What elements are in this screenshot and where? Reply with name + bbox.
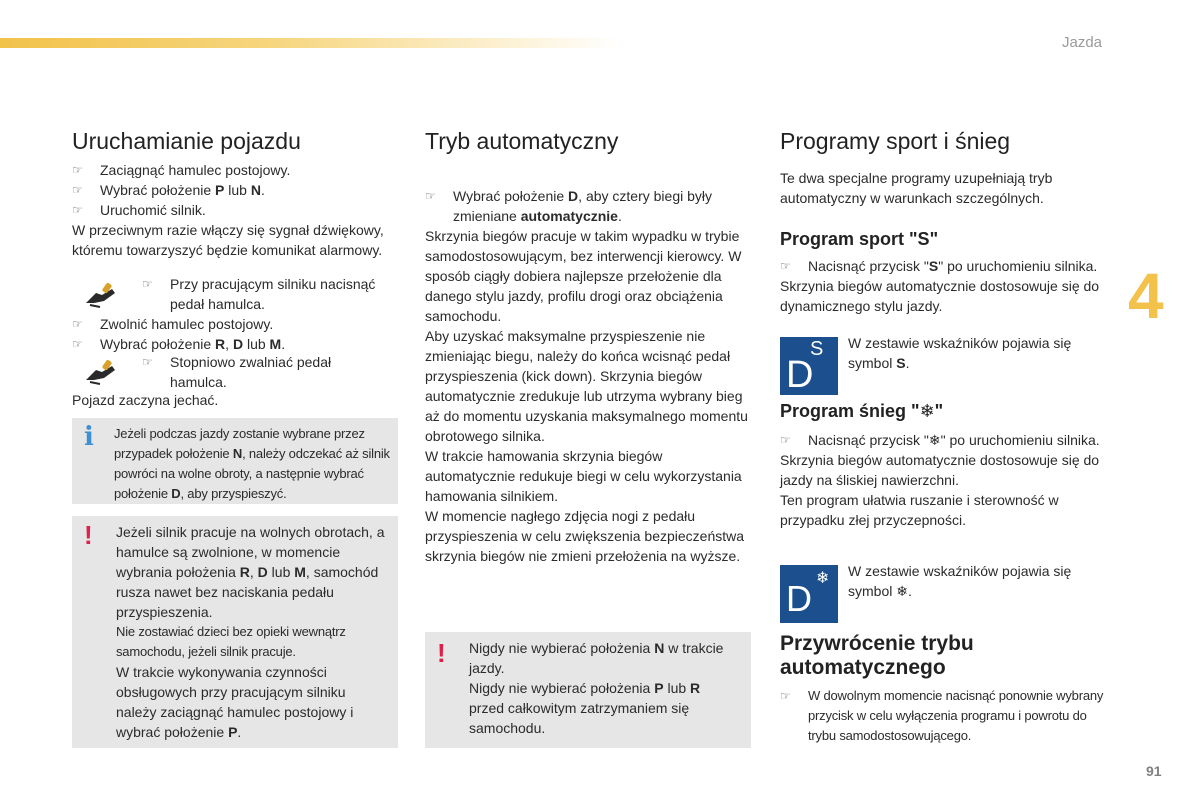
step-press-again: ☞ W dowolnym momencie nacisnąć ponownie wybrany przycisk w celu wyłączenia programu i powrotu do trybu samodostosowującego.	[780, 686, 1110, 746]
sport-symbol-s: S	[810, 338, 824, 360]
sport-symbol-note: W zestawie wskaźników pojawia się symbol S.	[848, 335, 1072, 371]
alarm-note: W przeciwnym razie włączy się sygnał dźwiękowy, któremu towarzyszyć będzie komunikat alarmowy.	[72, 222, 384, 258]
heading-restore-auto	[780, 632, 974, 680]
snow-symbol-d: D	[786, 578, 812, 619]
warn-no-neutral: Nigdy nie wybierać położenia N w trakcie jazdy.	[469, 640, 724, 676]
snow-traction-note: Ten program ułatwia ruszanie i sterowność w przypadku złej przyczepności.	[780, 492, 1059, 528]
sport-program-body	[780, 256, 1110, 316]
warning-box-neutral	[425, 632, 751, 748]
heading-restore-line2: automatycznego	[780, 656, 946, 679]
heading-programs: Programy sport i śnieg	[780, 128, 1011, 154]
snow-program-body	[780, 430, 1110, 530]
foot-pedal-icon	[82, 358, 118, 386]
section-title: Jazda	[1062, 34, 1103, 51]
snow-description: Skrzynia biegów automatycznie dostosowuje się do jazdy na śliskiej nawierzchni.	[780, 452, 1100, 488]
heading-sport-program: Program sport "S"	[780, 229, 939, 249]
step-press-brake: ☞ Przy pracującym silniku nacisnąć pedał hamulca.	[142, 274, 398, 314]
foot-pedal-icon	[82, 281, 118, 309]
paragraph-lift-off: W momencie nagłego zdjęcia nogi z pedału przyspieszenia w celu zwiększenia bezpieczeństwa skrzynia biegów nie zmieni przełożenia na wyższe.	[425, 508, 745, 564]
header-accent-bar	[0, 38, 620, 48]
info-icon: i	[84, 422, 94, 452]
step-release-handbrake: ☞ Zwolnić hamulec postojowy.	[72, 314, 398, 334]
warning-box-start	[72, 516, 398, 748]
step-select-r-d-m: ☞ Wybrać położenie R, D lub M.	[72, 334, 398, 354]
heading-start-vehicle: Uruchamianie pojazdu	[72, 128, 301, 154]
warn-idle-text: Jeżeli silnik pracuje na wolnych obrotach, a hamulce są zwolnione, w momencie wybrania położenia R, D lub M, samochód rusza nawet bez naciskania pedału przyspieszenia.	[116, 524, 385, 620]
step-press-snow: ☞ Nacisnąć przycisk "❄" po uruchomieniu silnika.	[780, 430, 1110, 450]
snow-symbol-note: W zestawie wskaźników pojawia się symbol ❄.	[848, 563, 1072, 599]
snowflake-icon: ❄	[816, 568, 830, 587]
warning-neutral-text	[469, 638, 733, 738]
sport-symbol-d: D	[786, 354, 814, 396]
sport-mode-symbol	[780, 337, 838, 395]
heading-automatic-mode: Tryb automatyczny	[425, 128, 619, 154]
warning-box-text	[116, 522, 388, 742]
info-box	[72, 418, 398, 504]
step-select-p-n: ☞ Wybrać położenie P lub N.	[72, 180, 398, 200]
step-handbrake: ☞ Zaciągnąć hamulec postojowy.	[72, 160, 398, 180]
info-box-text: Jeżeli podczas jazdy zostanie wybrane przez przypadek położenie N, należy odczekać aż silnik powróci na wolne obroty, a następnie wybrać położenie D, aby przyspieszyć.	[114, 426, 390, 501]
release-steps	[72, 314, 398, 354]
paragraph-braking: W trakcie hamowania skrzynia biegów automatycznie redukuje biegi w celu wykorzystania hamowania silnikiem.	[425, 448, 742, 504]
snow-mode-symbol	[780, 565, 838, 623]
step-press-sport: ☞ Nacisnąć przycisk "S" po uruchomieniu silnika.	[780, 256, 1110, 276]
page-number: 91	[1146, 763, 1162, 779]
automatic-mode-body	[425, 186, 753, 566]
brake-pedal-note	[142, 274, 398, 314]
restore-auto-body	[780, 686, 1110, 746]
heading-snow-program: Program śnieg "❄"	[780, 401, 944, 421]
chapter-number: 4	[1128, 260, 1164, 332]
warn-no-park-reverse: Nigdy nie wybierać położenia P lub R przed całkowitym zatrzymaniem się samochodu.	[469, 680, 701, 736]
programs-intro: Te dwa specjalne programy uzupełniają tryb automatyczny w warunkach szczególnych.	[780, 170, 1053, 206]
heading-restore-line1: Przywrócenie trybu	[780, 632, 974, 655]
release-pedal-note	[142, 352, 362, 392]
vehicle-moves-note: Pojazd zaczyna jechać.	[72, 392, 219, 408]
step-release-brake: ☞ Stopniowo zwalniać pedał hamulca.	[142, 352, 362, 392]
start-steps	[72, 160, 398, 260]
warn-children-text: Nie zostawiać dzieci bez opieki wewnątrz samochodu, jeżeli silnik pracuje.	[116, 624, 346, 659]
step-start-engine: ☞ Uruchomić silnik.	[72, 200, 398, 220]
warning-icon: !	[437, 638, 446, 668]
step-select-d: ☞ Wybrać położenie D, aby cztery biegi były zmieniane automatycznie.	[425, 186, 753, 226]
sport-description: Skrzynia biegów automatycznie dostosowuje się do dynamicznego stylu jazdy.	[780, 278, 1100, 314]
warn-service-text: W trakcie wykonywania czynności obsługowych przy pracującym silniku należy zaciągnąć hamulec postojowy i wybrać położenie P.	[116, 664, 354, 740]
paragraph-kick-down: Aby uzyskać maksymalne przyspieszenie nie zmieniając biegu, należy do końca wcisnąć pedał przyspieszenia (kick down). Skrzynia biegów automatycznie zredukuje lub utrzyma wybrany bieg aż do momentu uzyskania maksymalnego momentu obrotowego silnika.	[425, 328, 748, 444]
paragraph-self-adapting: Skrzynia biegów pracuje w takim wypadku w trybie samodostosowującym, bez interwencji kierowcy. W sposób ciągły dobiera najlepsze przełożenie dla danego stylu jazdy, profilu drogi oraz obciążenia samochodu.	[425, 228, 742, 324]
warning-icon: !	[84, 520, 93, 550]
